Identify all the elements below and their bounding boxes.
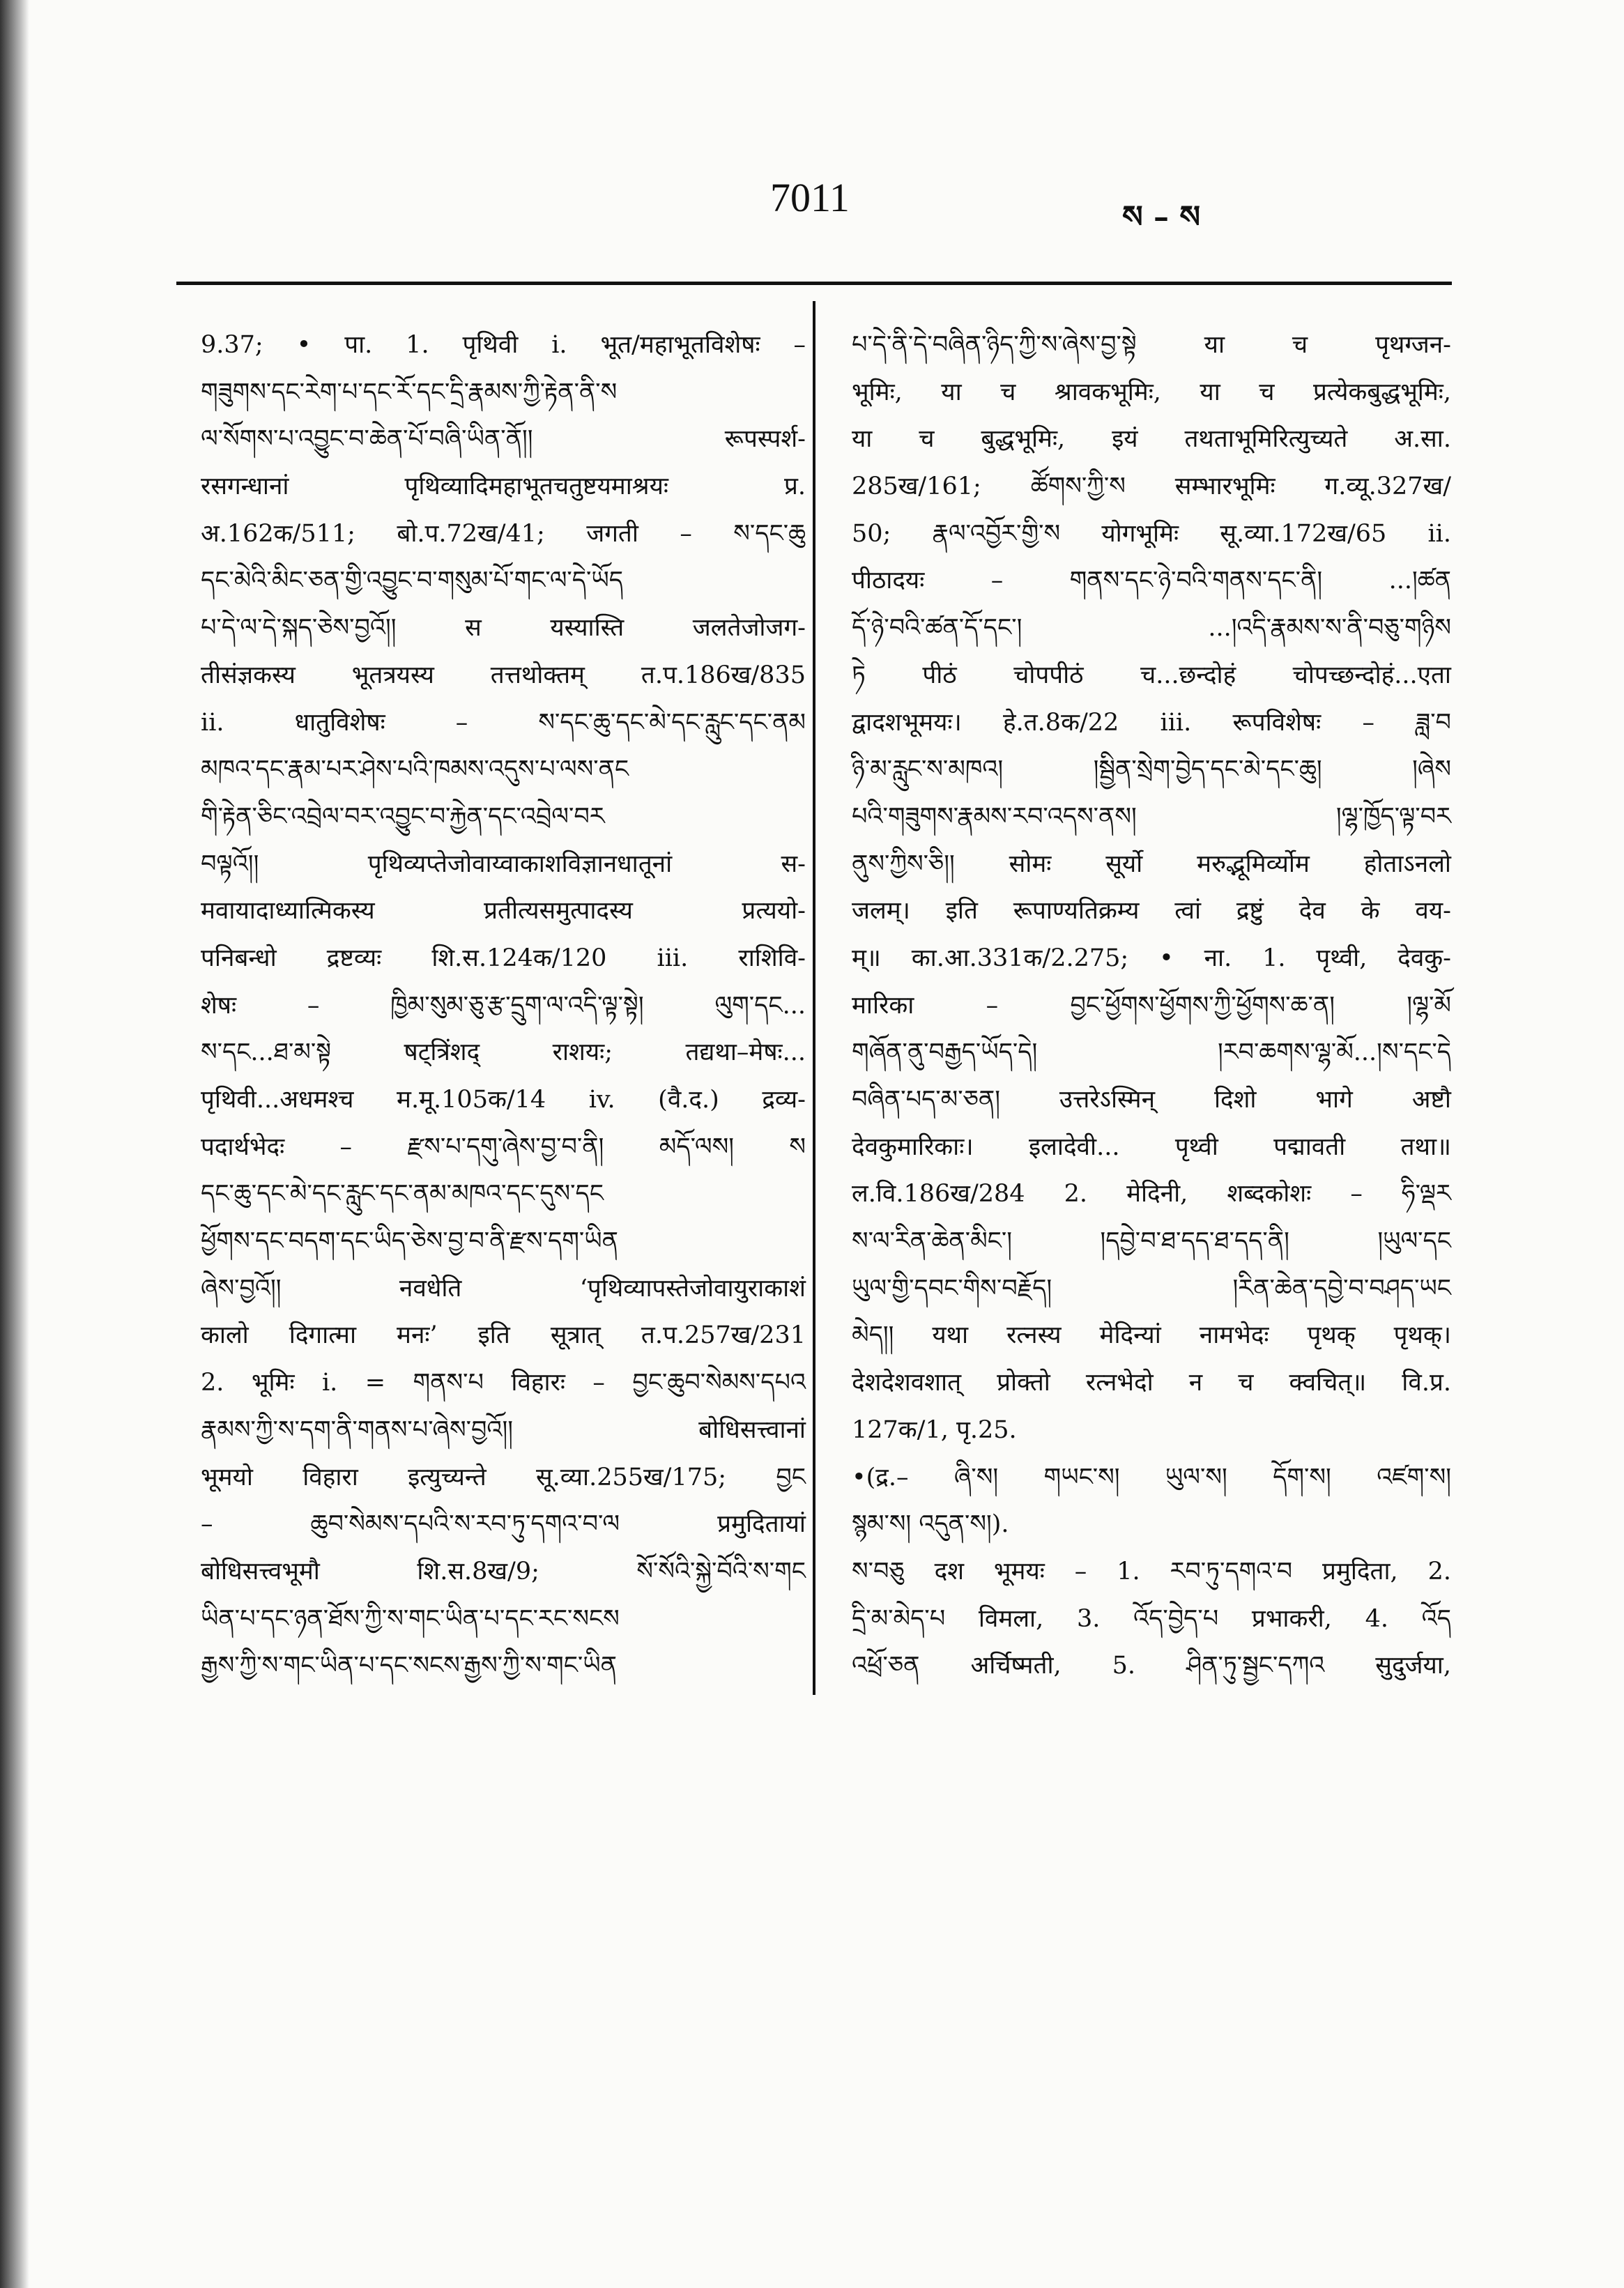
left-column [201, 322, 806, 1690]
text-line: པ་དེ་ནི་དེ་བཞིན་ཉིད་ཀྱི་ས་ཞེས་བྱ་སྟེ या च पृथग्जन- [852, 331, 1451, 359]
text-line: म्॥ का.आ.331क/2.275; • ना. 1. पृथ्वी, देवकु- [852, 944, 1451, 972]
header-rule [176, 282, 1452, 285]
text-line: शेषः – ཁྱིམ་སུམ་ཅུ་རྩ་དྲུག་ལ་འདི་ལྟ་སྟེ། ལུག་དང... [201, 991, 806, 1020]
text-line: 127क/1, पृ.25. [852, 1415, 1017, 1444]
text-line: मवायादाध्यात्मिकस्य प्रतीत्यसमुत्पादस्य प्रत्ययो- [201, 897, 806, 926]
text-line: पनिबन्धो द्रष्टव्यः शि.स.124क/120 iii. राशिवि- [201, 944, 806, 972]
text-line: ཕྱོགས་དང་བདག་དང་ཡིད་ཅེས་བྱ་བ་ནི་རྫས་དག་ཡིན [201, 1227, 618, 1256]
text-line: भूमयो विहारा इत्युच्यन्ते सू.व्या.255ख/175; བྱང [201, 1463, 806, 1491]
text-line: བཞིན་པད་མ་ཅན། उत्तरेऽस्मिन् दिशो भागे अष्टौ [852, 1086, 1451, 1114]
text-line: ས་བཅུ दश भूमयः – 1. རབ་ཏུ་དགའ་བ प्रमुदिता, 2. [852, 1557, 1451, 1586]
running-head: ས – ས [1122, 199, 1201, 235]
text-line: ལ་སོགས་པ་འབྱུང་བ་ཆེན་པོ་བཞི་ཡིན་ནོ།། रूपस्पर्श- [201, 425, 806, 454]
text-line: ས་ལ་རིན་ཆེན་མིང་། །དབྱེ་བ་ཐ་དད་ཐ་དད་ནི། །ཡུལ་དང [852, 1227, 1451, 1256]
text-line: देवकुमारिकाः। इलादेवी... पृथ्वी पद्मावती तथा॥ [852, 1133, 1451, 1161]
text-line: जलम्। इति रूपाण्यतिक्रम्य त्वां द्रष्टुं देव के वय- [852, 897, 1451, 926]
text-line: ཉི་མ་རླུང་ས་མཁའ། །སྦྱིན་སྲེག་བྱེད་དང་མེ་དང་ཆུ། །ཞེས [852, 755, 1451, 784]
text-line: या च बुद्धभूमिः, इयं तथताभूमिरित्युच्यते अ.सा. [852, 425, 1451, 454]
text-line: रसगन्धानां पृथिव्यादिमहाभूतचतुष्टयमाश्रयः प्र. [201, 473, 806, 501]
text-line: ནུས་ཀྱིས་ཅི།། सोमः सूर्यो मरुद्भूमिर्व्योम होताऽनलो [852, 850, 1451, 878]
text-line: पदार्थभेदः – རྫས་པ་དགུ་ཞེས་བྱ་བ་ནི། མདོ་ལས། ས [201, 1133, 806, 1161]
text-line: ल.वि.186ख/284 2. मेदिनी, शब्दकोशः – ཧི་ལྡར [852, 1180, 1451, 1208]
text-line: कालो दिगात्मा मनः’ इति सूत्रात् त.प.257ख/231 [201, 1321, 806, 1350]
text-line: तीसंज्ञकस्य भूतत्रयस्य तत्तथोक्तम् त.प.186ख/835 [201, 661, 806, 689]
text-line: གཟུགས་དང་རེག་པ་དང་རོ་དང་དྲི་རྣམས་ཀྱི་རྟེན་ནི་ས [201, 378, 618, 406]
right-column [852, 322, 1451, 1690]
text-line: ཞེས་བྱའོ།། नवधेति ‘पृथिव्यापस्तेजोवायुराकाशं [201, 1274, 806, 1303]
text-line: ཡིན་པ་དང་ཉན་ཐོས་ཀྱི་ས་གང་ཡིན་པ་དང་རང་སངས [201, 1604, 620, 1633]
text-line: 50; རྣལ་འབྱོར་གྱི་ས योगभूमिः सू.व्या.172ख/65 ii. [852, 519, 1451, 548]
text-line: དོ་ཉེ་བའི་ཚན་དོ་དང་། ...།འདི་རྣམས་ས་ནི་བཅུ་གཉིས [852, 614, 1451, 643]
text-line: •(द्र.– ཞི་ས། གཡང་ས། ཡུལ་ས། དོག་ས། འཛག་ས། [852, 1463, 1451, 1491]
text-line: འཕྲོ་ཅན अर्चिष्मती, 5. ཤིན་ཏུ་སྦྱང་དཀའ सुदुर्जया, [852, 1652, 1451, 1680]
text-line: मारिका – བྱང་ཕྱོགས་ཕྱོགས་ཀྱི་ཕྱོགས་ཆ་ན། །ལྷ་མོ [852, 991, 1451, 1020]
text-line: པ་དེ་ལ་དེ་སྐད་ཅེས་བྱའོ།། स यस्यास्ति जलतेजोजग- [201, 614, 806, 643]
text-line: ཏེ पीठं चोपपीठं च...छन्दोहं चोपच्छन्दोहं...एता [852, 661, 1451, 689]
scan-edge-shadow [0, 0, 29, 2288]
text-line: ས་དང...ཐ་མ་སྟེ षट्त्रिंशद् राशयः; तद्यथा–मेषः... [201, 1038, 806, 1067]
text-line: སྙམ་ས། འདུན་ས།). [852, 1510, 1009, 1539]
text-line: ཡུལ་གྱི་དབང་གིས་བརྗོད། །རིན་ཆེན་དབྱེ་བ་བཤད་ཡང [852, 1274, 1451, 1303]
text-line: མེད།། यथा रत्नस्य मेदिन्यां नामभेदः पृथक् पृथक्। [852, 1321, 1451, 1350]
text-line: དང་ཆུ་དང་མེ་དང་རླུང་དང་ནམ་མཁའ་དང་དུས་དང [201, 1180, 604, 1208]
text-line: རྣམས་ཀྱི་ས་དག་ནི་གནས་པ་ཞེས་བྱའོ།། बोधिसत्त्वानां [201, 1415, 806, 1444]
text-line: 2. भूमिः i. = གནས་པ विहारः – བྱང་ཆུབ་སེམས་དཔའ [201, 1369, 806, 1397]
text-line: རྒྱས་ཀྱི་ས་གང་ཡིན་པ་དང་སངས་རྒྱས་ཀྱི་ས་གང་ཡིན [201, 1652, 617, 1680]
column-divider [813, 301, 815, 1695]
text-line: 285ख/161; ཚོགས་ཀྱི་ས सम्भारभूमिः ग.व्यू.327ख/ [852, 473, 1451, 501]
page-number: 7011 [770, 175, 850, 220]
text-line: པའི་གཟུགས་རྣམས་རབ་འདས་ནས། །ལྷ་ཁྱོད་ལྟ་བར [852, 802, 1451, 831]
text-line: ii. धातुविशेषः – ས་དང་ཆུ་དང་མེ་དང་རླུང་དང་ནམ [201, 708, 806, 737]
text-line: पृथिवी...अधमश्च म.मू.105क/14 iv. (वै.द.) द्रव्य- [201, 1086, 806, 1114]
text-line: དང་མེའི་མིང་ཅན་གྱི་འབྱུང་བ་གསུམ་པོ་གང་ལ་དེ་ཡོད [201, 567, 624, 595]
text-line: द्वादशभूमयः। हे.त.8क/22 iii. रूपविशेषः – ཟླ་བ [852, 708, 1451, 737]
text-line: देशदेशवशात् प्रोक्तो रत्नभेदो न च क्वचित्॥ वि.प्र. [852, 1369, 1451, 1397]
text-line: གཞོན་ནུ་བརྒྱད་ཡོད་དེ། །རབ་ཆགས་ལྷ་མོ...།ས་དང་དེ [852, 1038, 1451, 1067]
text-line: དྲི་མ་མེད་པ विमला, 3. འོད་བྱེད་པ प्रभाकरी, 4. འོད [852, 1604, 1451, 1633]
text-line: 9.37; • पा. 1. पृथिवी i. भूत/महाभूतविशेषः – [201, 331, 806, 359]
text-line: अ.162क/511; बो.प.72ख/41; जगती – ས་དང་ཆུ [201, 519, 806, 548]
text-line: भूमिः, या च श्रावकभूमिः, या च प्रत्येकबुद्धभूमिः, [852, 378, 1451, 406]
text-line: बोधिसत्त्वभूमौ शि.स.8ख/9; སོ་སོའི་སྐྱེ་བོའི་ས་གང [201, 1557, 806, 1586]
text-line: གི་རྟེན་ཅིང་འབྲེལ་བར་འབྱུང་བ་རྐྱེན་དང་འབྲེལ་བར [201, 802, 605, 831]
text-line: – ཆུབ་སེམས་དཔའི་ས་རབ་ཏུ་དགའ་བ་ལ प्रमुदितायां [201, 1510, 806, 1539]
text-line: བལྟའོ།། पृथिव्यप्तेजोवाय्वाकाशविज्ञानधातूनां स- [201, 850, 806, 878]
text-line: མཁའ་དང་རྣམ་པར་ཤེས་པའི་ཁམས་འདུས་པ་ལས་ནང [201, 755, 629, 784]
text-line: पीठादयः – གནས་དང་ཉེ་བའི་གནས་དང་ནི། ...།ཚན [852, 567, 1451, 595]
